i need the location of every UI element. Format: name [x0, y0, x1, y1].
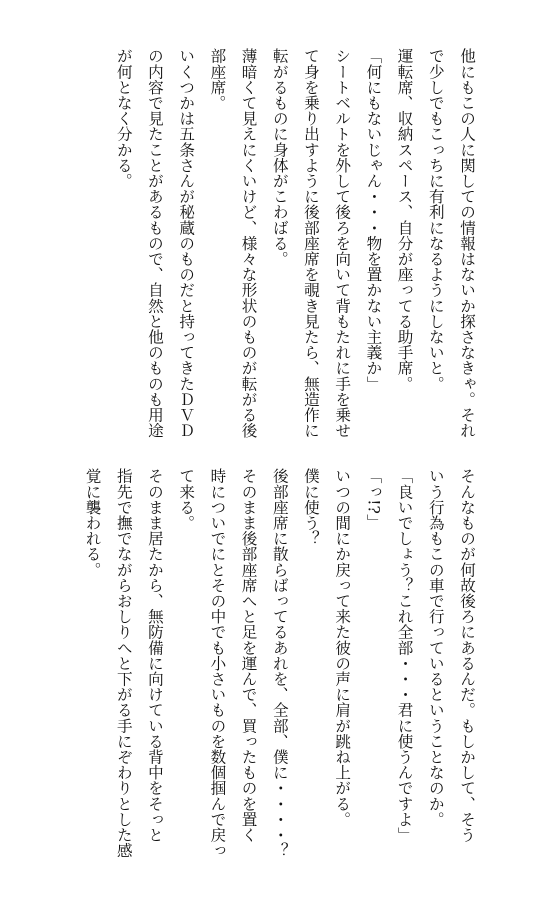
text-line: 後部座席に散らばってるあれを、全部、僕に・・・・？	[270, 468, 289, 858]
text-line: 他にもこの人に関しての情報はないか探さなきゃ。それ	[458, 48, 476, 438]
text-line: て来る。	[177, 468, 196, 531]
text-line: シートベルトを外して後ろを向いて背もたれに手を乗せ	[333, 48, 352, 438]
text-line: 転がるものに身体がこわばる。	[270, 48, 289, 267]
upper-text-block	[108, 48, 482, 448]
text-line: 覚に襲われる。	[83, 468, 102, 578]
text-line: そのまま居たから、無防備に向けている背中をそっと	[145, 468, 164, 843]
text-line: 「何にもないじゃん・・・物を置かない主義か」	[364, 48, 383, 392]
text-line: 薄暗くて見えにくいけど、様々な形状のものが転がる後	[239, 48, 258, 438]
text-line: で少しでもこっちに有利になるようにしないと。	[426, 48, 445, 392]
text-line: 指先で撫でながらおしりへと下がる手にぞわりとした感	[114, 468, 133, 858]
text-line: いつの間にか戻って来た彼の声に肩が跳ね上がる。	[333, 468, 352, 827]
text-line: 「良いでしょう？これ全部・・・君に使うんですよ」	[395, 468, 414, 843]
text-line: 時についでにとその中でも小さいものを数個掴んで戻っ	[208, 468, 227, 858]
text-line: そんなものが何故後ろにあるんだ。もしかして、そう	[458, 468, 476, 843]
text-line: の内容で見たことがあるもので、自然と他のものも用途	[145, 48, 164, 438]
text-line: が何となく分かる。	[114, 48, 133, 189]
text-line: 運転席、収納スペース、自分が座ってる助手席。	[395, 48, 414, 392]
lower-text-block	[76, 468, 482, 868]
text-line: そのまま後部座席へと足を運んで、買ったものを置く	[239, 468, 258, 843]
text-line: 「っ!?」	[364, 468, 383, 530]
text-line: 部座席。	[208, 48, 227, 111]
text-line: 僕に使う？	[301, 468, 320, 546]
text-line: いう行為もこの車で行っているということなのか。	[426, 468, 445, 827]
text-line: て身を乗り出すように後部座席を覗き見たら、無造作に	[301, 48, 320, 438]
text-line: いくつかは五条さんが秘蔵のものだと持ってきたＤＶＤ	[177, 48, 196, 438]
